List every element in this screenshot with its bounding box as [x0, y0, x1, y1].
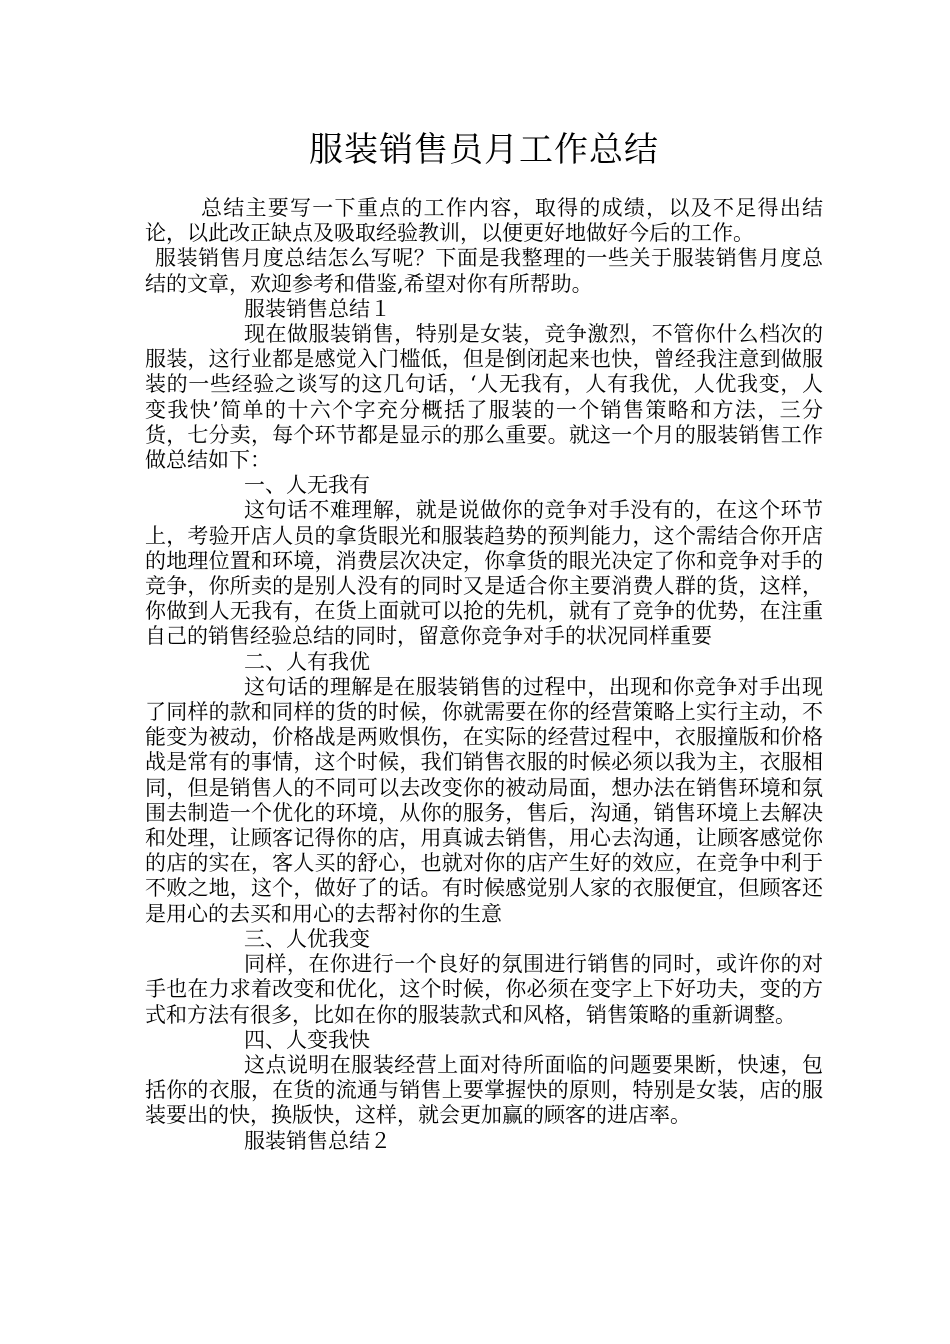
point-2-paragraph: 这句话的理解是在服装销售的过程中，出现和你竞争对手出现了同样的款和同样的货的时候，你就需要在你的经营策略上实行主动，不能变为被动，价格战是两败惧伤，在实际的经营过程中，衣服撞版和价格战是常有的事情，这个时候，我们销售衣服的时候必须以我为主，衣服相同，但是销售人的不同可以去改变你的被动局面，想办法在销售环境和氛围去制造一个优化的环境，从你的服务，售后，沟通，销售环境上去解决和处理，让顾客记得你的店，用真诚去销售，用心去沟通，让顾客感觉你的店的实在，客人买的舒心，也就对你的店产生好的效应，在竞争中利于不败之地，这个，做好了的话。有时候感觉别人家的衣服便宜，但顾客还是用心的去买和用心的去帮衬你的生意 [145, 674, 823, 926]
intro-paragraph-2: 服装销售月度总结怎么写呢？下面是我整理的一些关于服装销售月度总结的文章，欢迎参考和借鉴,希望对你有所帮助。 [145, 246, 823, 296]
point-1-heading: 一、人无我有 [244, 473, 370, 498]
point-3-paragraph: 同样，在你进行一个良好的氛围进行销售的同时，或许你的对手也在力求着改变和优化，这个时候，你必须在变字上下好功夫，变的方式和方法有很多，比如在你的服装款式和风格，销售策略的重新调整。 [145, 952, 823, 1027]
point-1-paragraph: 这句话不难理解，就是说做你的竞争对手没有的，在这个环节上，考验开店人员的拿货眼光和服装趋势的预判能力，这个需结合你开店的地理位置和环境，消费层次决定，你拿货的眼光决定了你和竞争对手的竞争，你所卖的是别人没有的同时又是适合你主要消费人群的货，这样，你做到人无我有，在货上面就可以抢的先机，就有了竞争的优势，在注重自己的销售经验总结的同时，留意你竞争对手的状况同样重要 [145, 498, 823, 649]
intro-paragraph-1: 总结主要写一下重点的工作内容，取得的成绩，以及不足得出结论，以此改正缺点及吸取经验教训，以便更好地做好今后的工作。 [145, 196, 823, 246]
point-2-heading: 二、人有我优 [244, 649, 370, 674]
section-1-heading: 服装销售总结１ [244, 296, 391, 321]
point-4-paragraph: 这点说明在服装经营上面对待所面临的问题要果断，快速，包括你的衣服，在货的流通与销售上要掌握快的原则，特别是女装，店的服装要出的快，换版快，这样，就会更加赢的顾客的进店率。 [145, 1052, 823, 1128]
point-4-heading: 四、人变我快 [244, 1027, 370, 1052]
document-page [145, 120, 823, 1154]
document-title: 服装销售员月工作总结 [309, 130, 659, 170]
section-2-heading: 服装销售总结２ [244, 1128, 391, 1153]
section-1-paragraph: 现在做服装销售，特别是女装，竞争激烈，不管你什么档次的服装，这行业都是感觉入门槛低，但是倒闭起来也快，曾经我注意到做服装的一些经验之谈写的这几句话，‘人无我有，人有我优，人优我变，人变我快’简单的十六个字充分概括了服装的一个销售策略和方法，三分货，七分卖，每个环节都是显示的那么重要。就这一个月的服装销售工作做总结如下： [145, 322, 823, 473]
point-3-heading: 三、人优我变 [244, 926, 370, 951]
